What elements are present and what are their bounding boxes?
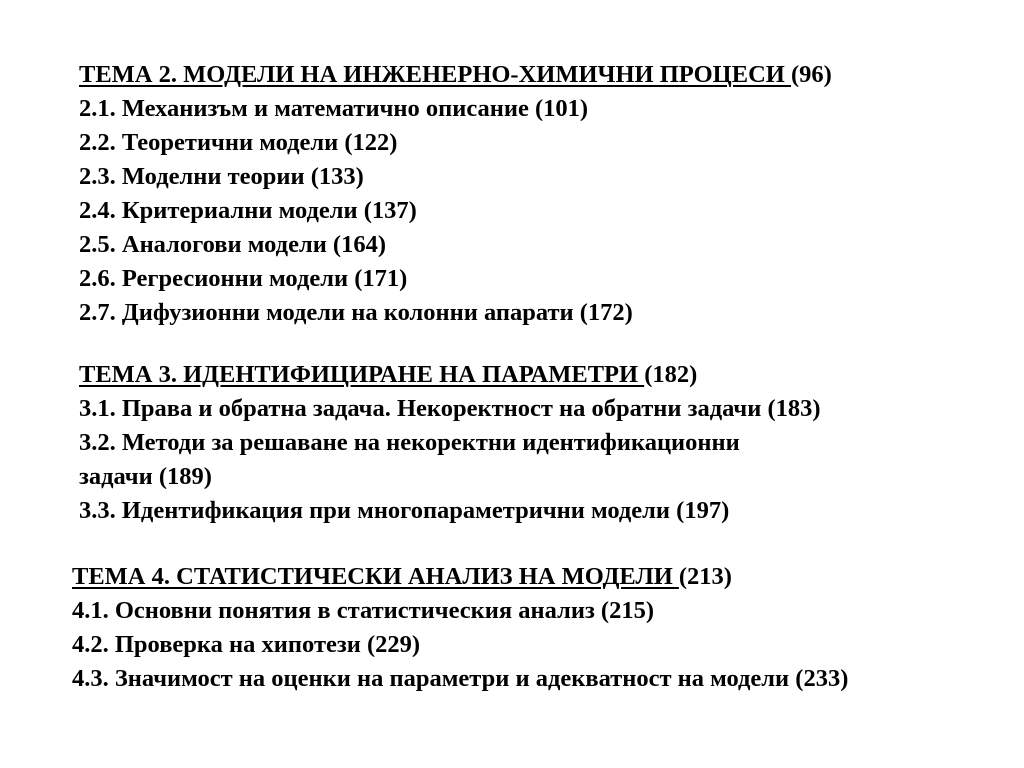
topic-3-item-2: 3.2. Методи за решаване на некоректни идентификационни: [79, 429, 740, 456]
topic-2-item-6: 2.6. Регресионни модели (171): [79, 265, 408, 292]
topic-4-item-3: 4.3. Значимост на оценки на параметри и адекватност на модели (233): [72, 665, 849, 692]
topic-4-item-2: 4.2. Проверка на хипотези (229): [72, 631, 421, 658]
topic-2-page: (96): [790, 61, 832, 88]
topic-4-block: [72, 560, 848, 696]
topic-2-item-4: 2.4. Критериални модели (137): [79, 197, 417, 224]
topic-3-item-1: 3.1. Права и обратна задача. Некоректност на обратни задачи (183): [79, 395, 821, 422]
topic-3-title: ТЕМА 3. ИДЕНТИФИЦИРАНЕ НА ПАРАМЕТРИ: [79, 361, 645, 388]
topic-3-block: [79, 358, 821, 528]
topic-3-page: (182): [644, 361, 698, 388]
topic-3-item-3: 3.3. Идентификация при многопараметрични модели (197): [79, 497, 730, 524]
topic-2-item-7: 2.7. Дифузионни модели на колонни апарати (172): [79, 299, 633, 326]
topic-4-item-1: 4.1. Основни понятия в статистическия анализ (215): [72, 597, 654, 624]
topic-3-item-2-continued: задачи (189): [79, 463, 212, 490]
topic-3-heading: [79, 358, 821, 392]
topic-2-item-2: 2.2. Теоретични модели (122): [79, 129, 398, 156]
topic-4-heading: [72, 560, 848, 594]
topic-2-block: [79, 58, 832, 330]
topic-2-heading: [79, 58, 832, 92]
topic-4-page: (213): [678, 563, 732, 590]
topic-2-item-5: 2.5. Аналогови модели (164): [79, 231, 387, 258]
topic-2-item-1: 2.1. Механизъм и математично описание (101): [79, 95, 589, 122]
topic-4-title: ТЕМА 4. СТАТИСТИЧЕСКИ АНАЛИЗ НА МОДЕЛИ: [72, 563, 679, 590]
topic-2-title: ТЕМА 2. МОДЕЛИ НА ИНЖЕНЕРНО-ХИМИЧНИ ПРОЦЕСИ: [79, 61, 791, 88]
topic-2-item-3: 2.3. Моделни теории (133): [79, 163, 364, 190]
